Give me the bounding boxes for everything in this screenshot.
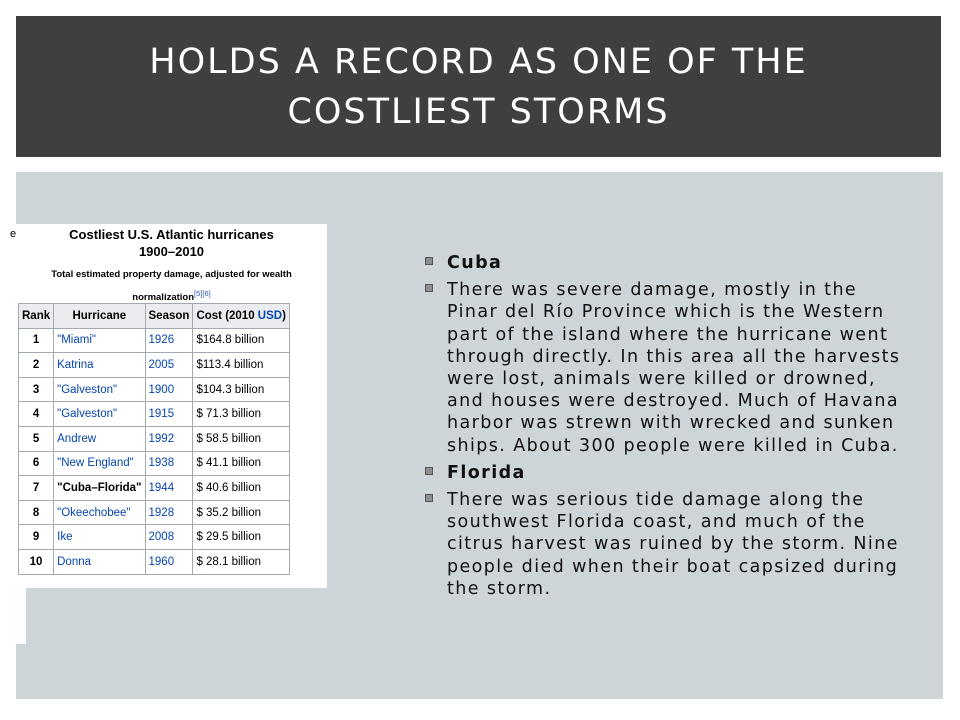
table-row [19, 525, 290, 550]
bullet-heading-cuba [424, 252, 914, 274]
table-title-line2: 1900–2010 [138, 244, 205, 259]
rank-cell: 6 [19, 451, 54, 476]
cost-cell: $104.3 billion [193, 377, 289, 402]
bullet-list [424, 252, 914, 605]
season-link[interactable]: 1915 [145, 402, 193, 427]
table-row [19, 451, 290, 476]
cost-cell: $ 35.2 billion [193, 500, 289, 525]
square-bullet-icon [425, 467, 433, 475]
bullet-text: There was severe damage, mostly in the Pinar del Río Province which is the Western part of the island where the hurricane went through directly. In this area all the harvests were lost, animals were killed or drowned, and houses were destroyed. Much of Havana harbor was strewn with wrecked and sunken ships. About 300 people were killed in Cuba. [447, 280, 901, 456]
header-cost-suffix: ) [282, 309, 286, 322]
hurricane-table-screenshot [16, 224, 327, 588]
hurricane-link[interactable]: Ike [54, 525, 145, 550]
header-season: Season [145, 304, 193, 329]
bullet-text: Cuba [447, 253, 503, 273]
hurricane-link[interactable]: "Galveston" [54, 377, 145, 402]
season-link[interactable]: 1928 [145, 500, 193, 525]
cost-cell: $ 40.6 billion [193, 476, 289, 501]
rank-cell: 8 [19, 500, 54, 525]
hurricane-link[interactable]: "Okeechobee" [54, 500, 145, 525]
table-row [19, 377, 290, 402]
hurricane-link[interactable]: Donna [54, 549, 145, 574]
table-header-row [19, 304, 290, 329]
cost-cell: $164.8 billion [193, 328, 289, 353]
table-row [19, 328, 290, 353]
table-row [19, 500, 290, 525]
square-bullet-icon [425, 257, 433, 265]
slide-content-panel [10, 172, 943, 699]
table-title-line1: Costliest U.S. Atlantic hurricanes [69, 227, 274, 242]
table-row [19, 353, 290, 378]
cost-cell: $ 41.1 billion [193, 451, 289, 476]
slide-title-bar [16, 16, 941, 157]
table-row [19, 402, 290, 427]
rank-cell: 9 [19, 525, 54, 550]
header-rank: Rank [19, 304, 54, 329]
header-cost [193, 304, 289, 329]
table-caption [16, 265, 327, 307]
bullet-text: There was serious tide damage along the southwest Florida coast, and much of the citrus harvest was ruined by the storm. Nine people died when their boat capsized during the storm. [447, 490, 899, 599]
rank-cell: 1 [19, 328, 54, 353]
hurricane-link[interactable]: Katrina [54, 353, 145, 378]
clipped-letter: e [10, 228, 17, 240]
table-row [19, 549, 290, 574]
season-link[interactable]: 1944 [145, 476, 193, 501]
slide-title: HOLDS A RECORD AS ONE OF THE COSTLIEST STORMS [149, 41, 808, 132]
rank-cell: 5 [19, 426, 54, 451]
table-caption-line1: Total estimated property damage, adjusted for wealth [51, 269, 292, 280]
rank-cell: 2 [19, 353, 54, 378]
cost-cell: $113.4 billion [193, 353, 289, 378]
rank-cell: 4 [19, 402, 54, 427]
hurricane-link[interactable]: "Galveston" [54, 402, 145, 427]
table-title [16, 226, 327, 260]
table-caption-line2: normalization [132, 292, 195, 304]
season-link[interactable]: 2008 [145, 525, 193, 550]
hurricane-link[interactable]: "New England" [54, 451, 145, 476]
season-link[interactable]: 1900 [145, 377, 193, 402]
rank-cell: 7 [19, 476, 54, 501]
rank-cell: 3 [19, 377, 54, 402]
header-hurricane: Hurricane [54, 304, 145, 329]
usd-link[interactable]: USD [257, 309, 283, 322]
table-refs-link[interactable]: [5][6] [194, 289, 211, 298]
cost-cell: $ 58.5 billion [193, 426, 289, 451]
season-link[interactable]: 1960 [145, 549, 193, 574]
header-cost-prefix: Cost (2010 [196, 309, 258, 322]
bullet-heading-florida [424, 462, 914, 484]
season-link[interactable]: 1926 [145, 328, 193, 353]
table-row [19, 476, 290, 501]
hurricane-link[interactable]: "Miami" [54, 328, 145, 353]
rank-cell: 10 [19, 549, 54, 574]
square-bullet-icon [425, 284, 433, 292]
bullet-florida-details [424, 489, 914, 600]
season-link[interactable]: 2005 [145, 353, 193, 378]
hurricane-table [18, 303, 290, 575]
season-link[interactable]: 1992 [145, 426, 193, 451]
cost-cell: $ 28.1 billion [193, 549, 289, 574]
square-bullet-icon [425, 494, 433, 502]
bullet-text: Florida [447, 462, 526, 483]
hurricane-link[interactable]: Andrew [54, 426, 145, 451]
hurricane-name-bold: "Cuba–Florida" [54, 476, 145, 501]
season-link[interactable]: 1938 [145, 451, 193, 476]
bullet-cuba-details [424, 279, 914, 457]
table-row [19, 426, 290, 451]
cost-cell: $ 29.5 billion [193, 525, 289, 550]
cost-cell: $ 71.3 billion [193, 402, 289, 427]
